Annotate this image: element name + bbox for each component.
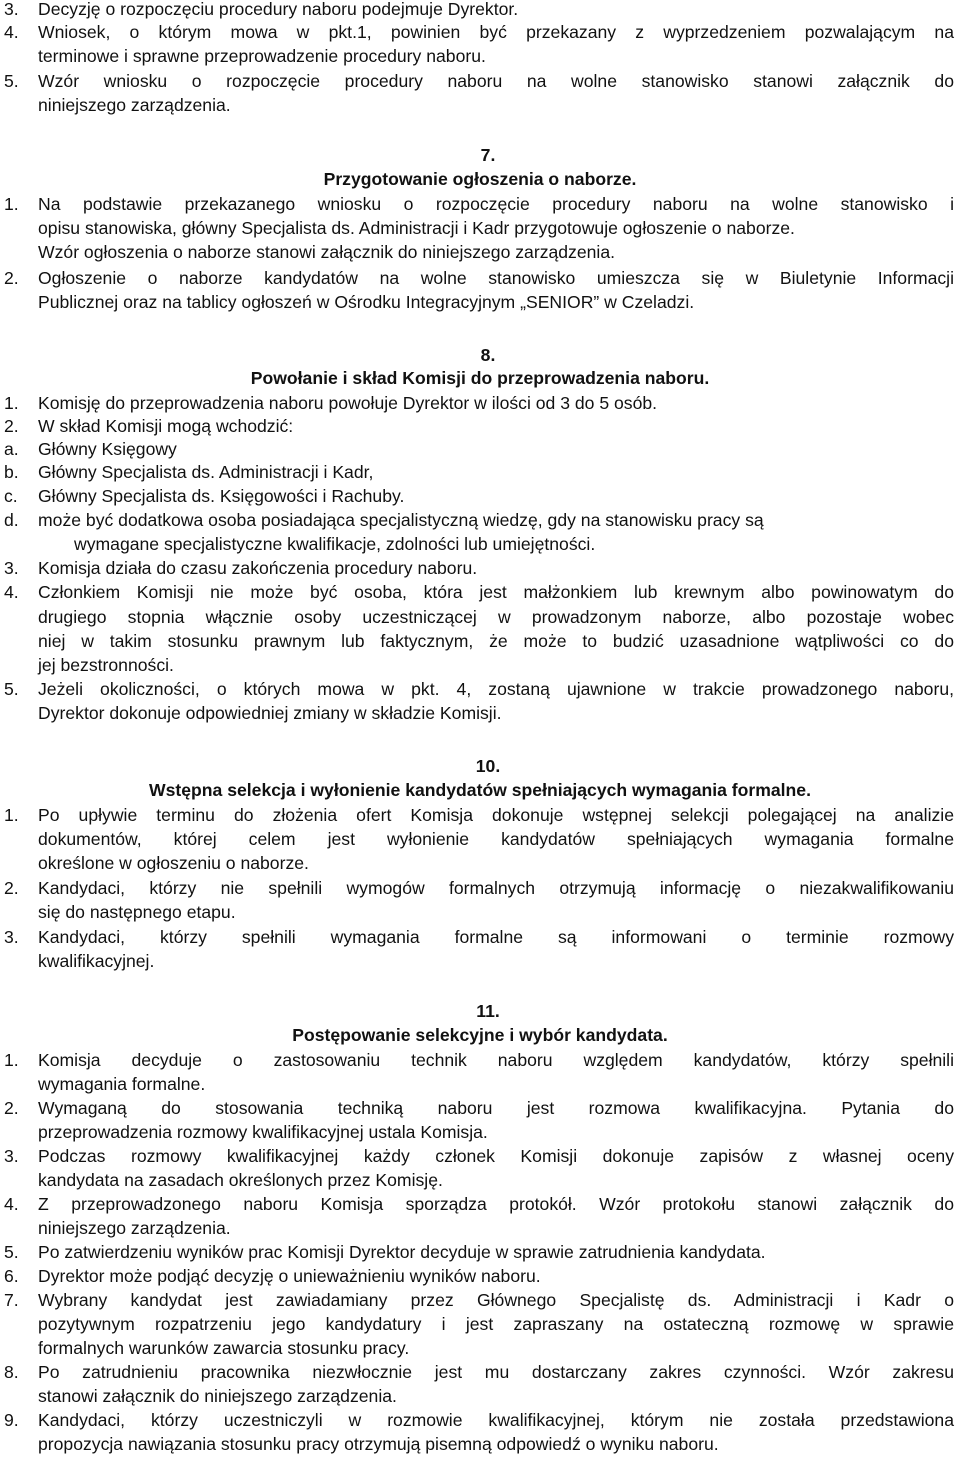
list-item-continuation — [0, 1217, 960, 1239]
item-text: określone w ogłoszeniu o naborze. — [38, 853, 309, 873]
list-item — [0, 877, 960, 899]
list-item — [0, 678, 960, 700]
item-text: Kandydaci, którzy uczestniczyli w rozmowie kwalifikacyjnej, którym nie została przedstawiona — [38, 1410, 954, 1430]
item-text: kwalifikacyjnej. — [38, 951, 155, 971]
item-text: Decyzję o rozpoczęciu procedury naboru podejmuje Dyrektor. — [38, 0, 519, 19]
list-item-continuation — [0, 606, 960, 628]
list-item-continuation — [0, 94, 960, 116]
item-number: 8. — [4, 1362, 19, 1382]
list-item — [0, 1097, 960, 1119]
list-item-continuation — [0, 630, 960, 652]
list-item-continuation — [0, 533, 960, 555]
section-number: 11. — [476, 1001, 500, 1021]
item-text: Jeżeli okoliczności, o których mowa w pkt. 4, zostaną ujawnione w trakcie prowadzonego naboru, — [38, 679, 954, 699]
section-number: 10. — [475, 756, 501, 776]
item-text: Kandydaci, którzy nie spełnili wymogów formalnych otrzymują informację o niezakwalifikowaniu — [38, 878, 954, 898]
item-number: 2. — [4, 1098, 19, 1118]
item-number: 3. — [4, 1146, 19, 1166]
list-item — [0, 804, 960, 826]
item-text: Ogłoszenie o naborze kandydatów na wolne stanowisko umieszcza się w Biuletynie Informacji — [38, 268, 954, 288]
item-number: 1. — [4, 805, 19, 825]
item-number: 9. — [4, 1410, 19, 1430]
item-text: może być dodatkowa osoba posiadająca specjalistyczną wiedzę, gdy na stanowisku pracy są — [38, 510, 764, 530]
list-item — [0, 1361, 960, 1383]
section-title: Powołanie i skład Komisji do przeprowadzenia naboru. — [250, 368, 710, 388]
item-letter: d. — [4, 510, 19, 530]
item-letter: b. — [4, 462, 19, 482]
list-item-continuation — [0, 1337, 960, 1359]
item-text: terminowe i sprawne przeprowadzenie procedury naboru. — [38, 46, 486, 66]
item-number: 2. — [4, 268, 19, 288]
list-item — [0, 1145, 960, 1167]
section-title: Wstępna selekcja i wyłonienie kandydatów spełniających wymagania formalne. — [149, 780, 811, 800]
list-item — [0, 70, 960, 92]
list-item-continuation — [0, 217, 960, 239]
item-number: 4. — [4, 1194, 19, 1214]
item-number: 5. — [4, 1242, 19, 1262]
list-item — [0, 461, 960, 483]
item-text: Główny Specjalista ds. Administracji i Kadr, — [38, 462, 374, 482]
item-text: Wzór ogłoszenia o naborze stanowi załącznik do niniejszego zarządzenia. — [38, 242, 616, 262]
item-number: 1. — [4, 1050, 19, 1070]
list-item — [0, 1241, 960, 1263]
section-number: 8. — [480, 345, 496, 365]
item-number: 3. — [4, 558, 19, 578]
item-text: wymagania formalne. — [38, 1074, 206, 1094]
list-item-continuation — [0, 654, 960, 676]
item-text: Wzór wniosku o rozpoczęcie procedury naboru na wolne stanowisko stanowi załącznik do — [38, 71, 954, 91]
section-number: 7. — [480, 145, 496, 165]
list-item-continuation — [0, 702, 960, 724]
item-text: stanowi załącznik do niniejszego zarządzenia. — [38, 1386, 397, 1406]
list-item-continuation — [0, 1073, 960, 1095]
list-item-continuation — [0, 45, 960, 67]
list-item-continuation — [0, 828, 960, 850]
item-text: formalnych warunków zawarcia stosunku pracy. — [38, 1338, 410, 1358]
list-item — [0, 509, 960, 531]
item-text: wymagane specjalistyczne kwalifikacje, zdolności lub umiejętności. — [74, 534, 596, 554]
item-text: W skład Komisji mogą wchodzić: — [38, 416, 294, 436]
list-item — [0, 1409, 960, 1431]
item-number: 6. — [4, 1266, 19, 1286]
item-text: Podczas rozmowy kwalifikacyjnej każdy członek Komisji dokonuje zapisów z własnej oceny — [38, 1146, 954, 1166]
list-item — [0, 415, 960, 437]
item-text: niniejszego zarządzenia. — [38, 95, 231, 115]
list-item — [0, 581, 960, 603]
item-number: 1. — [4, 393, 19, 413]
list-item — [0, 0, 960, 20]
item-text: Komisja decyduje o zastosowaniu technik naboru względem kandydatów, którzy spełnili — [38, 1050, 954, 1070]
list-item-continuation — [0, 1121, 960, 1143]
list-item-continuation — [0, 241, 960, 263]
item-text: przeprowadzenia rozmowy kwalifikacyjnej ustala Komisja. — [38, 1122, 488, 1142]
item-text: Komisję do przeprowadzenia naboru powołuje Dyrektor w ilości od 3 do 5 osób. — [38, 393, 658, 413]
item-text: Publicznej oraz na tablicy ogłoszeń w Ośrodku Integracyjnym „SENIOR” w Czeladzi. — [38, 292, 695, 312]
list-item-continuation — [0, 1313, 960, 1335]
item-number: 5. — [4, 679, 19, 699]
item-text: Wybrany kandydat jest zawiadamiany przez Głównego Specjalistę ds. Administracji i Kadr o — [38, 1290, 954, 1310]
list-item — [0, 21, 960, 43]
item-text: niej w takim stosunku prawnym lub faktycznym, że może to budzić uzasadnione wątpliwości co do — [38, 631, 954, 651]
item-letter: c. — [4, 486, 18, 506]
item-text: propozycja nawiązania stosunku pracy otrzymują pisemną odpowiedź o wyniku naboru. — [38, 1434, 719, 1454]
item-text: Wymaganą do stosowania techniką naboru jest rozmowa kwalifikacyjna. Pytania do — [38, 1098, 954, 1118]
item-number: 7. — [4, 1290, 19, 1310]
list-item — [0, 557, 960, 579]
list-item — [0, 1289, 960, 1311]
item-number: 1. — [4, 194, 19, 214]
list-item-continuation — [0, 1385, 960, 1407]
item-text: się do następnego etapu. — [38, 902, 236, 922]
item-text: Kandydaci, którzy spełnili wymagania formalne są informowani o terminie rozmowy — [38, 927, 954, 947]
item-text: Komisja działa do czasu zakończenia procedury naboru. — [38, 558, 478, 578]
item-number: 2. — [4, 416, 19, 436]
list-item — [0, 193, 960, 215]
list-item — [0, 392, 960, 414]
item-text: Członkiem Komisji nie może być osoba, która jest małżonkiem lub krewnym albo powinowatym do — [38, 582, 954, 602]
section-title: Postępowanie selekcyjne i wybór kandydata. — [292, 1025, 668, 1045]
list-item-continuation — [0, 852, 960, 874]
list-item-continuation — [0, 901, 960, 923]
item-text: Dyrektor dokonuje odpowiedniej zmiany w składzie Komisji. — [38, 703, 502, 723]
item-text: Dyrektor może podjąć decyzję o unieważnieniu wyników naboru. — [38, 1266, 541, 1286]
item-text: Wniosek, o którym mowa w pkt.1, powinien być przekazany z wyprzedzeniem pozwalającym na — [38, 22, 954, 42]
list-item — [0, 438, 960, 460]
list-item — [0, 1193, 960, 1215]
item-text: Z przeprowadzonego naboru Komisja sporządza protokół. Wzór protokołu stanowi załącznik do — [38, 1194, 954, 1214]
list-item — [0, 267, 960, 289]
item-text: Na podstawie przekazanego wniosku o rozpoczęcie procedury naboru na wolne stanowisko i — [38, 194, 954, 214]
list-item-continuation — [0, 950, 960, 972]
item-text: jej bezstronności. — [38, 655, 174, 675]
section-title: Przygotowanie ogłoszenia o naborze. — [323, 169, 637, 189]
list-item — [0, 1265, 960, 1287]
list-item-continuation — [0, 291, 960, 313]
item-text: kandydata na zasadach określonych przez Komisję. — [38, 1170, 443, 1190]
item-text: Po zatwierdzeniu wyników prac Komisji Dyrektor decyduje w sprawie zatrudnienia kandydata. — [38, 1242, 766, 1262]
list-item — [0, 485, 960, 507]
item-number: 3. — [4, 927, 19, 947]
item-letter: a. — [4, 439, 19, 459]
list-item — [0, 1049, 960, 1071]
item-number: 4. — [4, 22, 19, 42]
item-text: pozytywnym rozpatrzeniu jego kandydatury i jest zapraszany na ostateczną rozmowę w sprawie — [38, 1314, 954, 1334]
item-text: Główny Księgowy — [38, 439, 177, 459]
item-text: dokumentów, której celem jest wyłonienie kandydatów spełniających wymagania formalne — [38, 829, 954, 849]
item-number: 3. — [4, 0, 19, 19]
item-text: Główny Specjalista ds. Księgowości i Rachuby. — [38, 486, 405, 506]
item-text: Po zatrudnieniu pracownika niezwłocznie jest mu dostarczany zakres czynności. Wzór zakresu — [38, 1362, 954, 1382]
item-text: niniejszego zarządzenia. — [38, 1218, 231, 1238]
list-item — [0, 926, 960, 948]
list-item-continuation — [0, 1169, 960, 1191]
item-text: opisu stanowiska, główny Specjalista ds. Administracji i Kadr przygotowuje ogłoszenie o naborze. — [38, 218, 795, 238]
item-number: 2. — [4, 878, 19, 898]
item-text: Po upływie terminu do złożenia ofert Komisja dokonuje wstępnej selekcji polegającej na analizie — [38, 805, 954, 825]
list-item-continuation — [0, 1433, 960, 1455]
item-number: 4. — [4, 582, 19, 602]
item-number: 5. — [4, 71, 19, 91]
item-text: drugiego stopnia włącznie osoby uczestniczącej w prowadzonym naborze, albo pozostaje wobec — [38, 607, 954, 627]
